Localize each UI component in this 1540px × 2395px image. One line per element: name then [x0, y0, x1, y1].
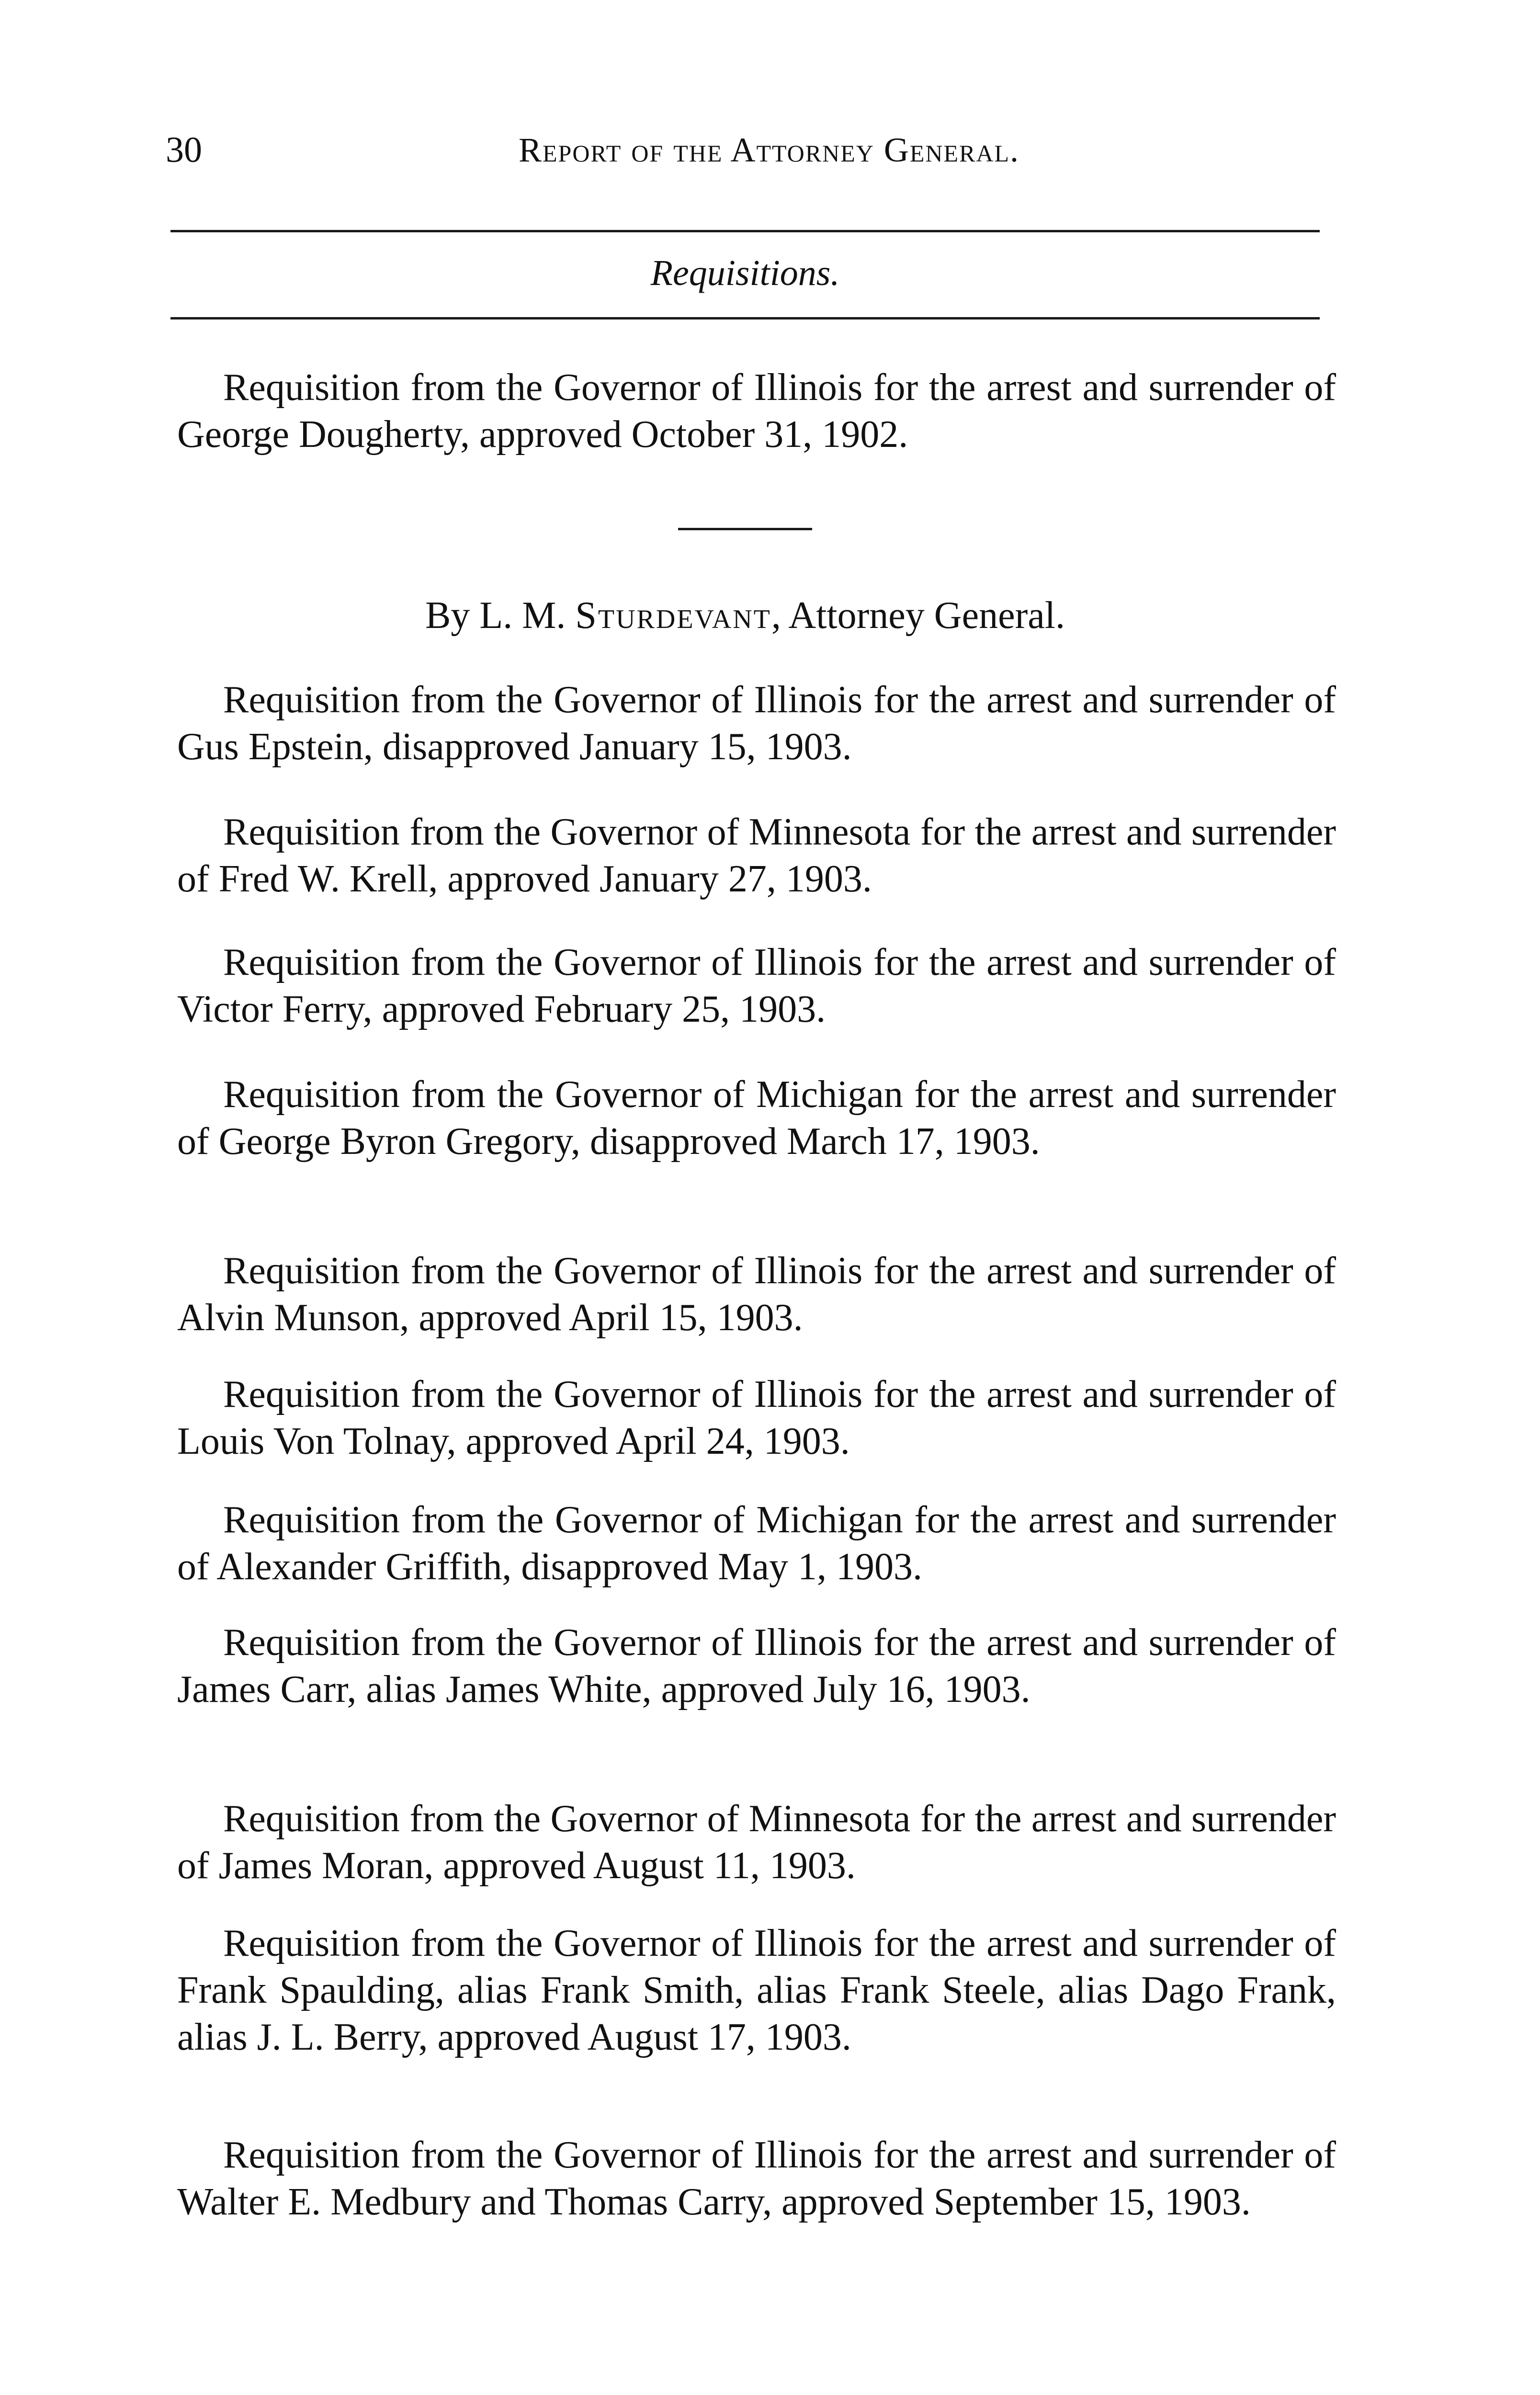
requisition-entry: Requisition from the Governor of Illinois for the arrest and surrender of Alvin Munson, approved April 15, 1903.	[177, 1250, 1336, 1339]
section-title: Requisitions.	[650, 253, 840, 293]
header-rule-top	[170, 230, 1320, 232]
requisition-entry-first: Requisition from the Governor of Illinois for the arrest and surrender of George Dougherty, approved October 31, 1902.	[177, 366, 1336, 456]
byline-prefix: By L. M.	[425, 594, 566, 637]
header-rule-bottom	[170, 317, 1320, 319]
requisition-entry: Requisition from the Governor of Michigan for the arrest and surrender of Alexander Griffith, disapproved May 1, 1903.	[177, 1499, 1336, 1588]
requisition-entry: Requisition from the Governor of Illinois for the arrest and surrender of James Carr, alias James White, approved July 16, 1903.	[177, 1621, 1336, 1711]
requisition-entry: Requisition from the Governor of Illinois for the arrest and surrender of Victor Ferry, approved February 25, 1903.	[177, 941, 1336, 1030]
requisition-entry: Requisition from the Governor of Illinois for the arrest and surrender of Gus Epstein, disapproved January 15, 1903.	[177, 679, 1336, 768]
page-header	[166, 128, 1315, 171]
byline-name: Sturdevant	[575, 594, 771, 637]
section-divider	[678, 528, 812, 530]
byline	[170, 589, 1320, 642]
byline-suffix: , Attorney General.	[771, 594, 1065, 637]
requisition-entry: Requisition from the Governor of Michigan for the arrest and surrender of George Byron Gregory, disapproved March 17, 1903.	[177, 1073, 1336, 1163]
requisition-entry: Requisition from the Governor of Minnesota for the arrest and surrender of Fred W. Krell, approved January 27, 1903.	[177, 811, 1336, 900]
running-title: Report of the Attorney General.	[518, 131, 1020, 169]
requisition-entry: Requisition from the Governor of Illinois for the arrest and surrender of Walter E. Medbury and Thomas Carry, approved September 15, 1903.	[177, 2134, 1336, 2223]
requisition-entry: Requisition from the Governor of Minnesota for the arrest and surrender of James Moran, approved August 11, 1903.	[177, 1798, 1336, 1887]
page-number: 30	[166, 130, 202, 170]
requisition-entry: Requisition from the Governor of Illinois for the arrest and surrender of Frank Spaulding, alias Frank Smith, alias Frank Steele, alias Dago Frank, alias J. L. Berry, approved August 17, 1903.	[177, 1922, 1336, 2058]
requisition-entry: Requisition from the Governor of Illinois for the arrest and surrender of Louis Von Tolnay, approved April 24, 1903.	[177, 1373, 1336, 1462]
